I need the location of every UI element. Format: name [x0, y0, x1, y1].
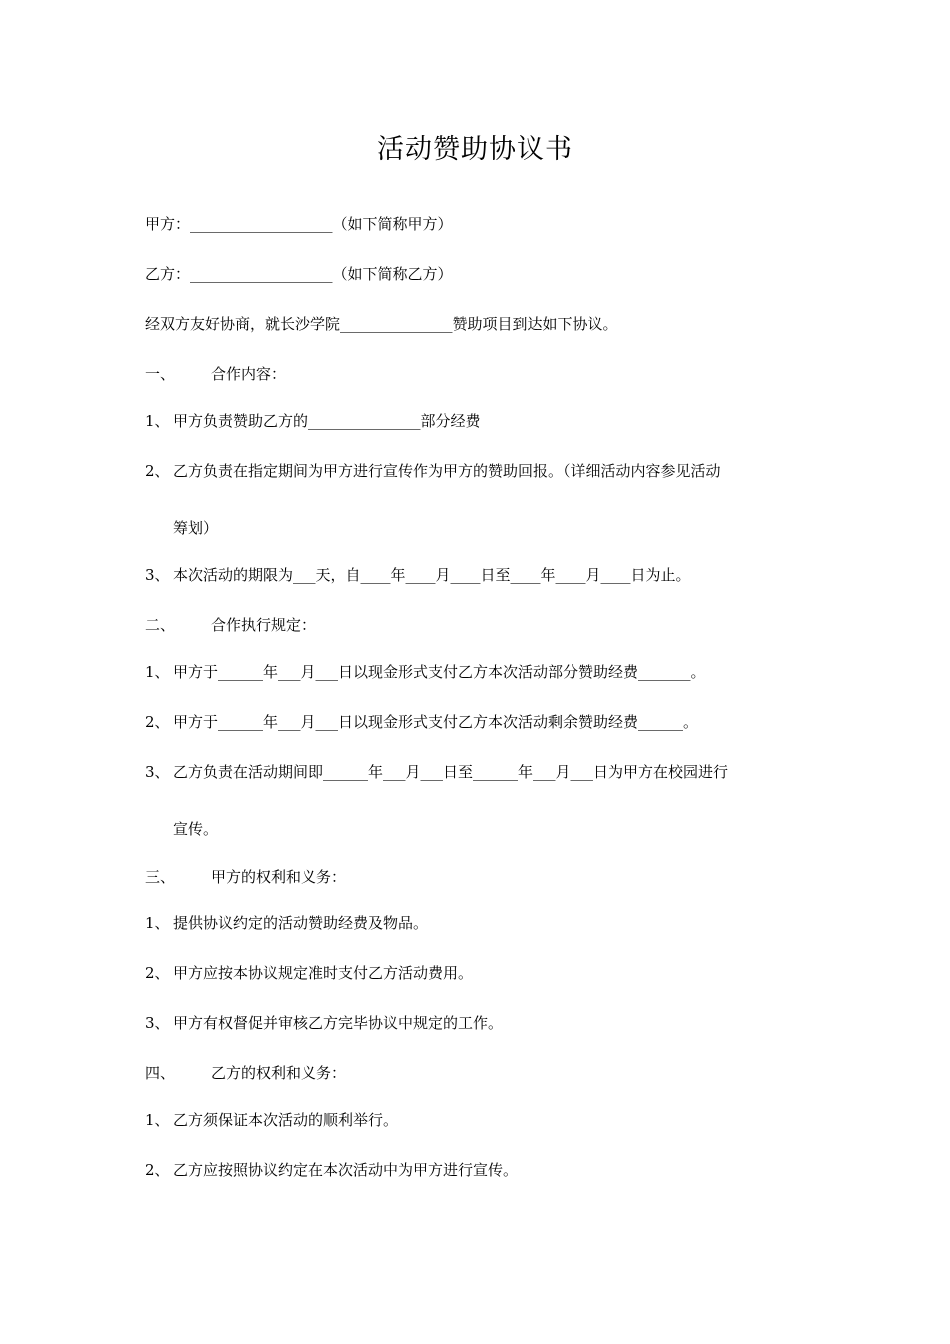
clause-text: 乙方负责在指定期间为甲方进行宣传作为甲方的赞助回报。（详细活动内容参见活动 [173, 462, 721, 480]
clause [145, 1108, 398, 1132]
clause-number: 1、 [145, 1111, 170, 1129]
clause-text: 提供协议约定的活动赞助经费及物品。 [173, 914, 429, 932]
clause [145, 660, 706, 684]
clause-number: 2、 [145, 1161, 170, 1179]
clause-text: 甲方有权督促并审核乙方完毕协议中规定的工作。 [173, 1014, 504, 1032]
section-title: 合作执行规定： [211, 616, 317, 634]
clause-number: 3、 [145, 566, 170, 584]
clause [145, 1158, 518, 1182]
clause [145, 409, 481, 433]
clause [145, 459, 721, 483]
section-number: 四、 [145, 1064, 176, 1082]
section-heading [145, 865, 346, 889]
clause-text: 甲方于______年___月___日以现金形式支付乙方本次活动部分赞助经费_______。 [173, 663, 706, 681]
clause-text: 甲方负责赞助乙方的_______________部分经费 [173, 412, 481, 430]
clause [145, 710, 698, 734]
clause-number: 3、 [145, 763, 170, 781]
section-title: 合作内容： [211, 365, 287, 383]
clause-continuation: 筹划） [173, 519, 219, 537]
party-a-line: 甲方：___________________（如下简称甲方） [145, 215, 453, 233]
clause-number: 3、 [145, 1014, 170, 1032]
clause [145, 911, 428, 935]
section-number: 二、 [145, 616, 176, 634]
section-heading [145, 613, 316, 637]
clause [145, 563, 691, 587]
clause-text: 乙方须保证本次活动的顺利举行。 [173, 1111, 399, 1129]
clause-continuation: 宣传。 [173, 820, 219, 838]
clause-number: 1、 [145, 914, 170, 932]
document-title: 活动赞助协议书 [377, 134, 573, 165]
clause-number: 2、 [145, 964, 170, 982]
clause [145, 1011, 503, 1035]
clause-number: 1、 [145, 663, 170, 681]
section-heading [145, 1061, 346, 1085]
clause-number: 2、 [145, 462, 170, 480]
party-b-line: 乙方：___________________（如下简称乙方） [145, 265, 453, 283]
section-number: 三、 [145, 868, 176, 886]
clause-text: 甲方于______年___月___日以现金形式支付乙方本次活动剩余赞助经费______。 [173, 713, 699, 731]
clause-text: 甲方应按本协议规定准时支付乙方活动费用。 [173, 964, 474, 982]
clause-text: 乙方应按照协议约定在本次活动中为甲方进行宣传。 [173, 1161, 519, 1179]
section-heading [145, 362, 286, 386]
section-title: 甲方的权利和义务： [211, 868, 347, 886]
clause-number: 2、 [145, 713, 170, 731]
clause-text: 乙方负责在活动期间即______年___月___日至______年___月___日为甲方在校园进行 [173, 763, 729, 781]
clause-text: 本次活动的期限为___天，自____年____月____日至____年____月____日为止。 [173, 566, 691, 584]
clause-number: 1、 [145, 412, 170, 430]
section-number: 一、 [145, 365, 176, 383]
intro-paragraph: 经双方友好协商，就长沙学院_______________赞助项目到达如下协议。 [145, 315, 618, 333]
section-title: 乙方的权利和义务： [211, 1064, 347, 1082]
clause [145, 961, 473, 985]
clause [145, 760, 728, 784]
